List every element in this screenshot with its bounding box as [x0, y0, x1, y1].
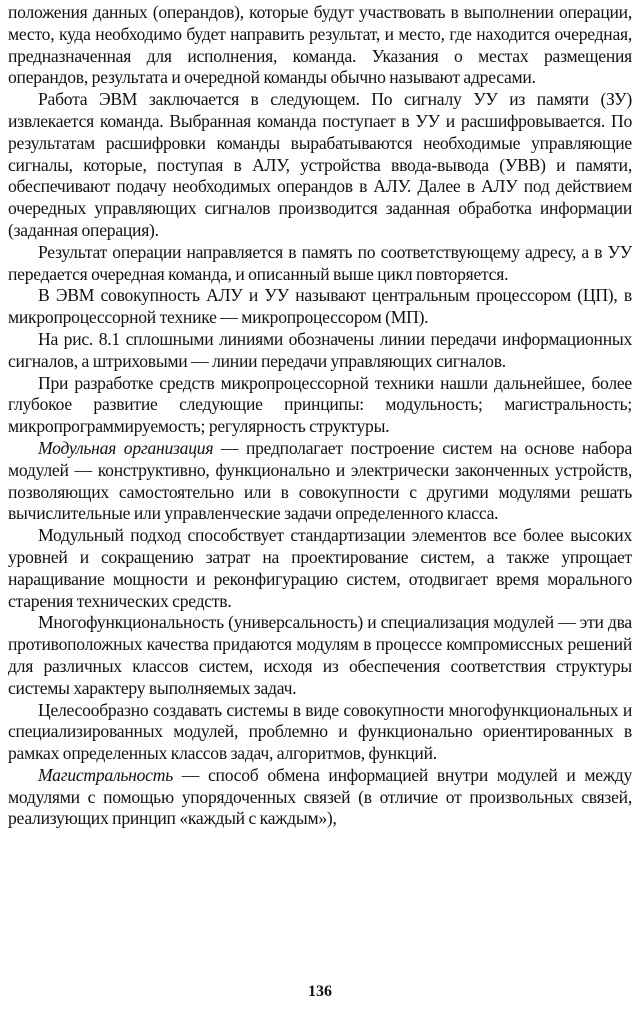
paragraph-7	[8, 438, 632, 525]
paragraph-9: Многофункциональность (универсальность) и специализация модулей — эти два противоположных качества придаются модулям в процессе компромиссных решений для различных классов систем, исходя из обеспечения соответствия структуры системы характеру выполняемых задач.	[8, 612, 632, 698]
page-number: 136	[308, 983, 332, 1000]
paragraph-4: В ЭВМ совокупность АЛУ и УУ называют центральным процессором (ЦП), в микропроцессорной технике — микропроцессором (МП).	[8, 285, 632, 328]
term-modular-organization: Модульная организация	[38, 437, 214, 458]
paragraph-6: При разработке средств микропроцессорной техники нашли дальнейшее, более глубокое развитие следующие принципы: модульность; магистральность; микропрограммируемость; регулярность структуры.	[8, 372, 632, 437]
paragraph-2: Работа ЭВМ заключается в следующем. По сигналу УУ из памяти (ЗУ) извлекается команда. Выбранная команда поступает в УУ и расшифровывается. По результатам расшифровки команды вырабатываются необходимые управляющие сигналы, которые, поступая в АЛУ, устройства ввода-вывода (УВВ) и памяти, обеспечивают подачу необходимых операндов в АЛУ. Далее в АЛУ под действием очередных управляющих сигналов производится заданная обработка информации (заданная операция).	[8, 89, 632, 240]
paragraph-7-body: — предполагает построение систем на основе набора модулей — конструктивно, функционально и электрически законченных устройств, позволяющих самостоятельно или в совокупности с другими модулями решать вычислительные или управленческие задачи определенного класса.	[8, 437, 632, 524]
paragraph-10: Целесообразно создавать системы в виде совокупности многофункциональных и специализированных модулей, проблемно и функционально ориентированных в рамках определенных классов задач, алгоритмов, функций.	[8, 699, 632, 764]
paragraph-11-body: — способ обмена информацией внутри модулей и между модулями с помощью упорядоченных связей (в отличие от произвольных связей, реализующих принцип «каждый с каждым»),	[8, 764, 632, 829]
paragraph-1: положения данных (операндов), которые будут участвовать в выполнении операции, место, куда необходимо будет направить результат, и место, где находится очередная, предназначенная для исполнения, команда. Указания о местах размещения операндов, результата и очередной команды обычно называют адресами.	[8, 2, 632, 88]
paragraph-11	[8, 765, 632, 830]
term-bus-organization: Магистральность	[38, 764, 173, 785]
paragraph-3: Результат операции направляется в память по соответствующему адресу, а в УУ передается очередная команда, и описанный выше цикл повторяется.	[8, 241, 632, 284]
paragraph-5: На рис. 8.1 сплошными линиями обозначены линии передачи информационных сигналов, а штриховыми — линии передачи управляющих сигналов.	[8, 328, 632, 371]
book-page	[8, 2, 632, 1007]
paragraph-8: Модульный подход способствует стандартизации элементов все более высоких уровней и сокращению затрат на проектирование систем, а также упрощает наращивание мощности и реконфигурацию систем, отодвигает время морального старения технических средств.	[8, 525, 632, 611]
